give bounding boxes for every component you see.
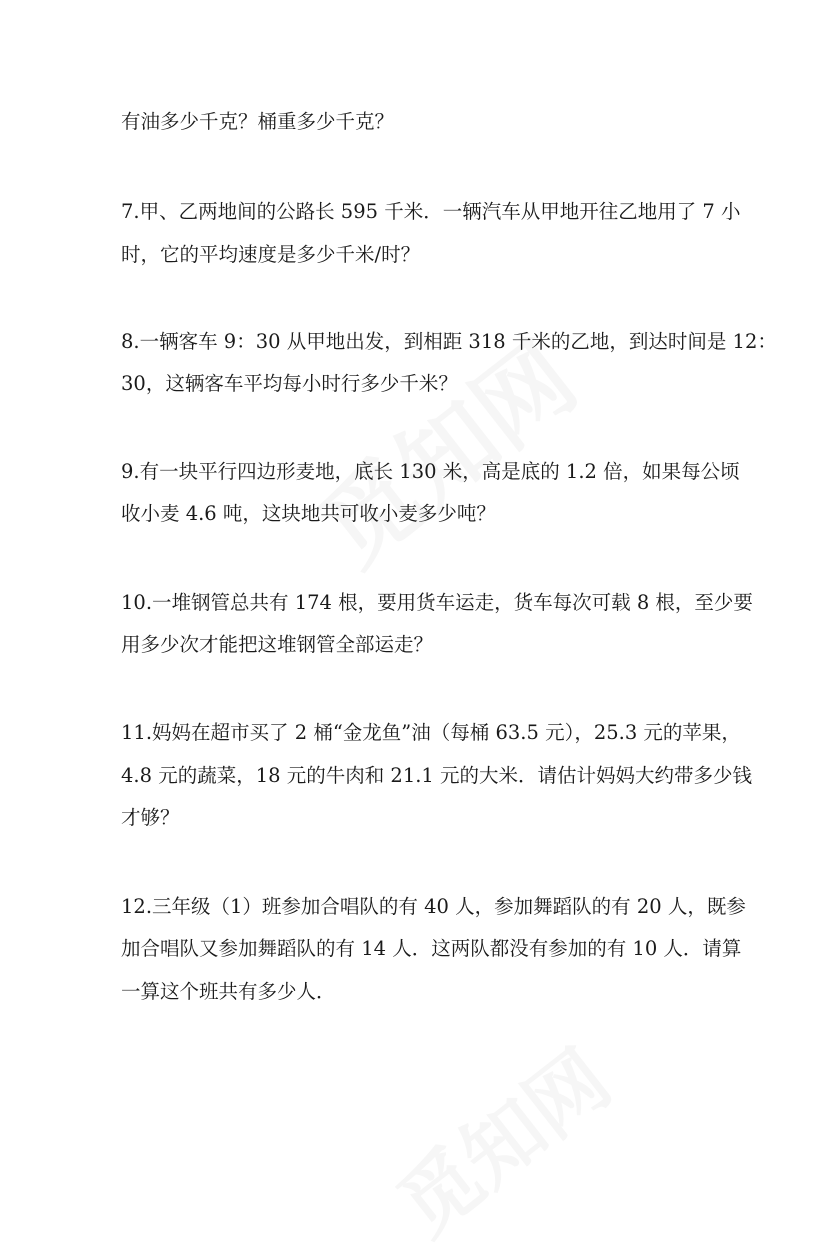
problem-9-line-1: 9.有一块平行四边形麦地，底长 130 米，高是底的 1.2 倍，如果每公顷 (121, 460, 740, 483)
problem-12-line-3: 一算这个班共有多少人． (121, 980, 336, 1003)
problem-10-line-2: 用多少次才能把这堆钢管全部运走？ (121, 633, 434, 656)
problem-7-line-1: 7.甲、乙两地间的公路长 595 千米．一辆汽车从甲地开往乙地用了 7 小 (121, 200, 741, 223)
problem-12-line-1: 12.三年级（1）班参加合唱队的有 40 人，参加舞蹈队的有 20 人，既参 (121, 895, 746, 918)
problem-12-line-2: 加合唱队又参加舞蹈队的有 14 人．这两队都没有参加的有 10 人．请算 (121, 937, 742, 960)
problem-9-line-2: 收小麦 4.6 吨，这块地共可收小麦多少吨？ (121, 502, 496, 525)
problem-8-line-2: 30，这辆客车平均每小时行多少千米？ (121, 372, 458, 395)
problem-11-line-2: 4.8 元的蔬菜，18 元的牛肉和 21.1 元的大米．请估计妈妈大约带多少钱 (121, 764, 753, 787)
problem-8-line-1: 8.一辆客车 9：30 从甲地出发，到相距 318 千米的乙地，到达时间是 12： (121, 330, 777, 353)
problem-7-line-2: 时，它的平均速度是多少千米/时？ (121, 243, 421, 266)
watermark (370, 1018, 630, 1256)
problem-6-continuation: 有油多少千克？桶重多少千克？ (121, 110, 395, 133)
problem-11-line-1: 11.妈妈在超市买了 2 桶“金龙鱼”油（每桶 63.5 元），25.3 元的苹果， (121, 721, 741, 744)
problem-10-line-1: 10.一堆钢管总共有 174 根，要用货车运走，货车每次可载 8 根，至少要 (121, 591, 753, 614)
problem-11-line-3: 才够？ (121, 806, 180, 829)
